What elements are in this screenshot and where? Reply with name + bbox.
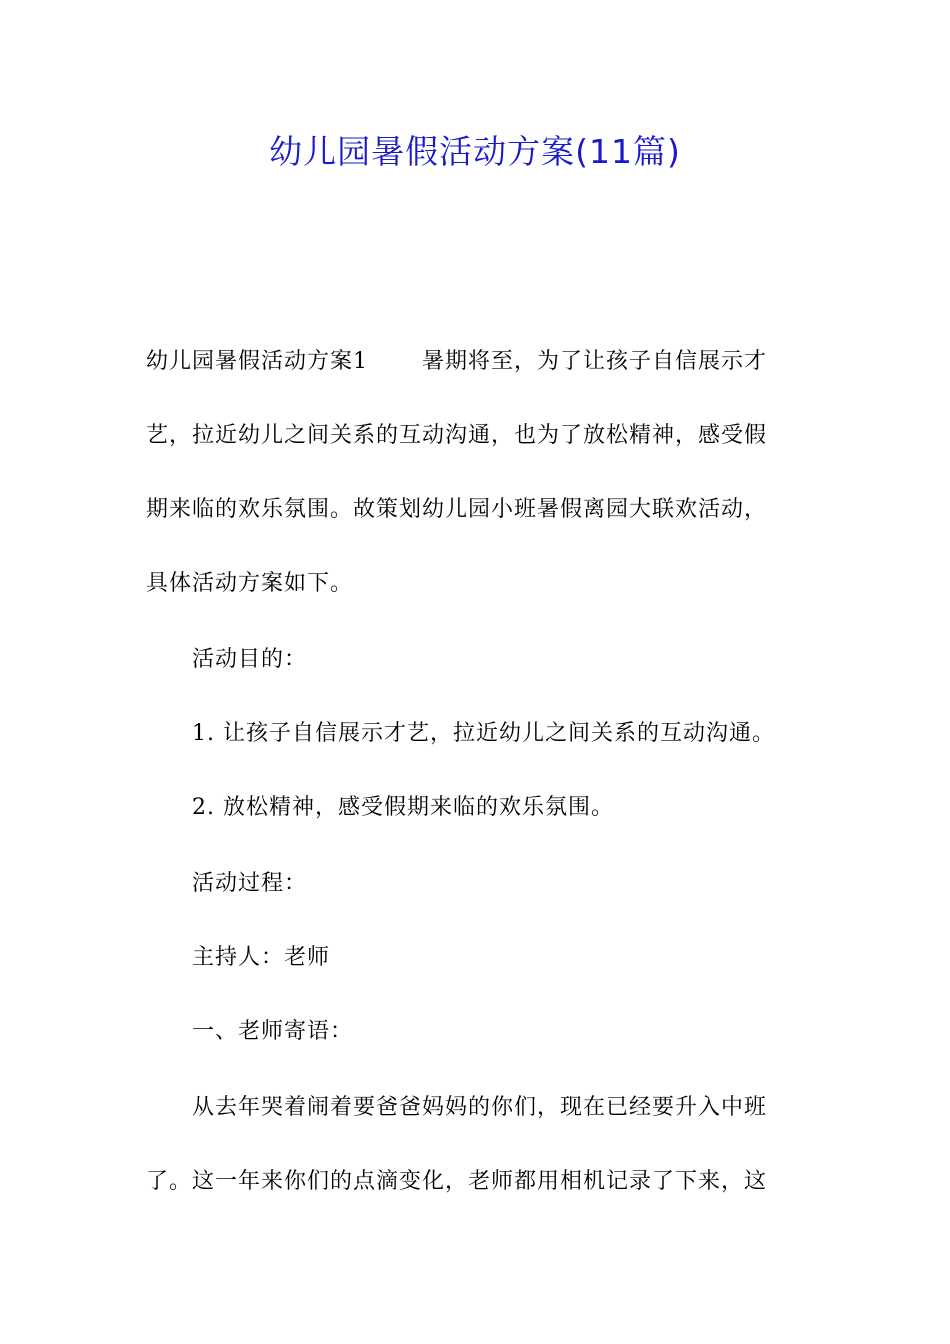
- process-heading: 活动过程：: [192, 871, 308, 896]
- list-item: 1. 让孩子自信展示才艺，拉近幼儿之间关系的互动沟通。: [192, 721, 775, 746]
- section-heading: 幼儿园暑假活动方案1: [146, 349, 368, 374]
- goal-heading: 活动目的：: [192, 647, 308, 672]
- host-line: 主持人：老师: [192, 945, 331, 970]
- paragraph-line: 艺，拉近幼儿之间关系的互动沟通，也为了放松精神，感受假: [146, 423, 768, 448]
- paragraph-text: 暑期将至，为了让孩子自信展示才: [422, 349, 768, 374]
- paragraph-line: 从去年哭着闹着要爸爸妈妈的你们，现在已经要升入中班: [192, 1095, 768, 1120]
- list-item: 2. 放松精神，感受假期来临的欢乐氛围。: [192, 795, 614, 820]
- document-title: 幼儿园暑假活动方案(11篇): [269, 132, 681, 171]
- step-heading: 一、老师寄语：: [192, 1019, 354, 1044]
- paragraph-line: 期来临的欢乐氛围。故策划幼儿园小班暑假离园大联欢活动，: [146, 497, 768, 522]
- paragraph-line: 了。这一年来你们的点滴变化，老师都用相机记录了下来，这: [146, 1169, 768, 1194]
- paragraph-line: [146, 344, 767, 380]
- paragraph-line: 具体活动方案如下。: [146, 571, 354, 596]
